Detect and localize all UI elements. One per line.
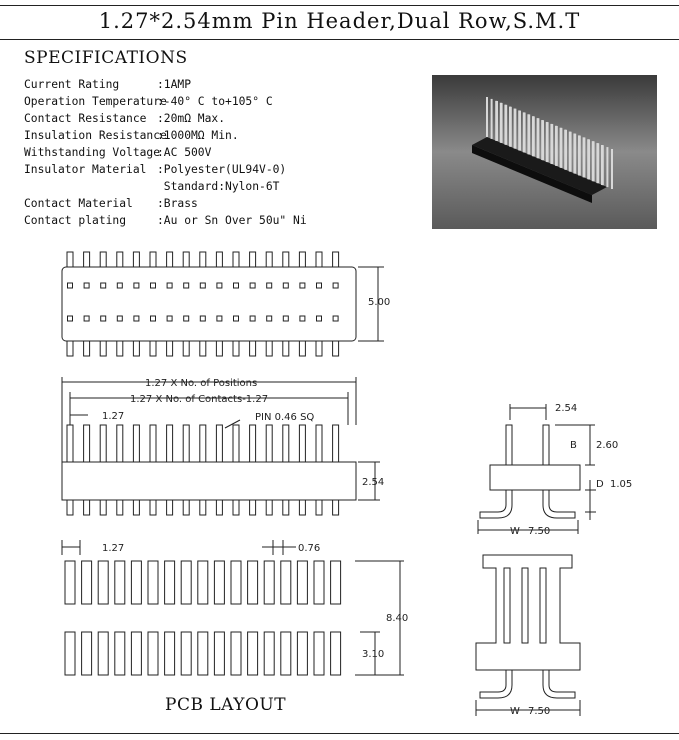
side-pin-tail [283,500,289,515]
positions-dimension-label: 1.27 X No. of Positions [145,378,258,389]
top-pin-square [84,283,89,288]
side-pin [117,425,123,462]
side-pin [67,425,73,462]
top-pin-upper [283,252,289,267]
pcb-pad [65,632,75,675]
pcb-pad [131,561,141,604]
top-view-height-label: 5.00 [368,297,391,308]
top-pin-square [184,316,189,321]
top-pin-square [167,283,172,288]
spec-value: :AC 500V [157,146,212,159]
top-pin-lower [100,341,106,356]
side-pin-tail [100,500,106,515]
side-pin [299,425,305,462]
pcb-layout [62,540,404,675]
side-pin-tail [216,500,222,515]
end-view-bottom [476,555,580,716]
side-pin-tail [316,500,322,515]
top-pin-upper [183,252,189,267]
spec-label: Insulation Resistance [24,129,167,142]
top-pin-square [234,283,239,288]
top-pin-lower [133,341,139,356]
top-pin-upper [167,252,173,267]
top-pin-square [200,316,205,321]
side-pin-tail [200,500,206,515]
top-pin-lower [333,341,339,356]
top-pin-upper [84,252,90,267]
top-pin-upper [216,252,222,267]
spec-value: :Au or Sn Over 50u" Ni [157,214,307,227]
pcb-pad [314,561,324,604]
end2-w-value: 7.50 [528,706,551,717]
side-pin [200,425,206,462]
top-pin-upper [133,252,139,267]
top-pin-square [117,283,122,288]
spec-label: Operation Temperature [24,95,167,108]
top-pin-square [101,283,106,288]
pcb-pad [82,632,92,675]
top-view [62,252,384,356]
top-pin-upper [200,252,206,267]
side-pin [84,425,90,462]
top-pin-square [317,283,322,288]
top-pin-upper [250,252,256,267]
pcb-layout-label: PCB LAYOUT [165,695,287,715]
pad-width-label: 0.76 [298,543,321,554]
pcb-pad [165,632,175,675]
top-pin-lower [150,341,156,356]
top-pin-upper [316,252,322,267]
side-pin [150,425,156,462]
pcb-pad [248,561,258,604]
side-pin [233,425,239,462]
top-pin-square [184,283,189,288]
top-pin-lower [233,341,239,356]
pcb-pad [165,561,175,604]
top-pin-upper [233,252,239,267]
top-pin-upper [333,252,339,267]
end-view-top [478,404,596,534]
spec-label: Withstanding Voltage [24,146,161,159]
side-pin-tail [266,500,272,515]
top-pin-square [134,316,139,321]
side-pin [216,425,222,462]
spec-label: Current Rating [24,78,120,91]
top-pin-upper [299,252,305,267]
side-pin-tail [167,500,173,515]
spec-value: Standard:Nylon-6T [157,180,280,193]
end-d-label: D [596,479,604,490]
top-pin-square [333,283,338,288]
pcb-pitch-label: 1.27 [102,543,125,554]
top-pin-square [117,316,122,321]
pcb-pad [115,632,125,675]
side-pin [183,425,189,462]
top-pin-square [267,283,272,288]
pcb-pad [264,561,274,604]
pcb-pad [181,632,191,675]
side-pin-tail [183,500,189,515]
end2-w-label: W [510,706,520,717]
top-pin-lower [84,341,90,356]
pcb-pad [198,561,208,604]
side-pin [333,425,339,462]
specifications-heading: SPECIFICATIONS [24,48,188,68]
top-pin-lower [299,341,305,356]
top-pin-square [84,316,89,321]
top-pin-square [151,283,156,288]
side-pin-tail [84,500,90,515]
top-pin-upper [117,252,123,267]
side-pin [266,425,272,462]
pcb-pad [331,561,341,604]
pin-size-label: PIN 0.46 SQ [255,412,315,423]
top-pin-lower [250,341,256,356]
top-pin-upper [150,252,156,267]
spec-label: Contact Material [24,197,133,210]
pad-length-label: 3.10 [362,649,385,660]
pcb-pad [231,561,241,604]
pcb-pad [314,632,324,675]
pcb-pad [98,561,108,604]
spec-value: :Brass [157,197,198,210]
top-pin-lower [67,341,73,356]
pcb-total-label: 8.40 [386,613,409,624]
pcb-pad [148,632,158,675]
pcb-pad [331,632,341,675]
pcb-pad [264,632,274,675]
contacts-dimension-label: 1.27 X No. of Contacts-1.27 [130,394,269,405]
side-pin-tail [133,500,139,515]
page-title: 1.27*2.54mm Pin Header,Dual Row,S.M.T [98,9,581,33]
top-pin-square [200,283,205,288]
side-pin-tail [250,500,256,515]
side-pin [100,425,106,462]
pcb-pad [297,632,307,675]
side-pin [283,425,289,462]
top-pin-square [167,316,172,321]
pcb-pad [98,632,108,675]
top-pin-square [68,316,73,321]
pitch-label: 1.27 [102,411,125,422]
top-pin-lower [266,341,272,356]
end-b-value: 2.60 [596,440,619,451]
top-pin-upper [100,252,106,267]
top-pin-lower [216,341,222,356]
spec-value: :Polyester(UL94V-0) [157,163,287,176]
spec-value: :1AMP [157,78,192,91]
top-pin-square [68,283,73,288]
spec-label: Insulator Material [24,163,147,176]
top-pin-lower [167,341,173,356]
side-pin [316,425,322,462]
pcb-pad [198,632,208,675]
spec-label: Contact Resistance [24,112,147,125]
spec-value: :20mΩ Max. [157,112,226,125]
pcb-pad [115,561,125,604]
top-pin-square [267,316,272,321]
side-pin [167,425,173,462]
top-pin-lower [183,341,189,356]
top-pin-square [134,283,139,288]
pcb-pad [281,632,291,675]
end-d-value: 1.05 [610,479,633,490]
end-w-value: 7.50 [528,526,551,537]
pcb-pad [65,561,75,604]
pcb-pad [131,632,141,675]
top-pin-square [250,316,255,321]
top-pin-lower [200,341,206,356]
top-pin-square [101,316,106,321]
side-pin-tail [299,500,305,515]
side-pin-tail [150,500,156,515]
end-top-width-label: 2.54 [555,403,578,414]
pcb-pad [297,561,307,604]
pcb-pad [231,632,241,675]
side-height-label: 2.54 [362,477,385,488]
top-pin-square [283,316,288,321]
top-pin-lower [316,341,322,356]
top-pin-square [250,283,255,288]
top-pin-lower [283,341,289,356]
top-pin-square [333,316,338,321]
pcb-pad [248,632,258,675]
top-pin-lower [117,341,123,356]
top-pin-square [300,316,305,321]
top-pin-square [151,316,156,321]
top-pin-square [234,316,239,321]
top-pin-upper [266,252,272,267]
spec-value: :-40° C to+105° C [157,95,273,108]
spec-label: Contact plating [24,214,127,227]
pcb-pad [148,561,158,604]
top-pin-upper [67,252,73,267]
top-pin-square [217,283,222,288]
pcb-pad [181,561,191,604]
spec-value: :1000MΩ Min. [157,129,239,142]
side-pin-tail [233,500,239,515]
pcb-pad [281,561,291,604]
end-w-label: W [510,526,520,537]
top-pin-square [317,316,322,321]
end-b-label: B [570,440,577,451]
pcb-pad [214,632,224,675]
pcb-pad [82,561,92,604]
side-pin-tail [117,500,123,515]
top-pin-square [217,316,222,321]
side-pin-tail [67,500,73,515]
top-pin-square [300,283,305,288]
side-pin [250,425,256,462]
side-pin-tail [333,500,339,515]
pcb-pad [214,561,224,604]
side-pin [133,425,139,462]
top-pin-square [283,283,288,288]
